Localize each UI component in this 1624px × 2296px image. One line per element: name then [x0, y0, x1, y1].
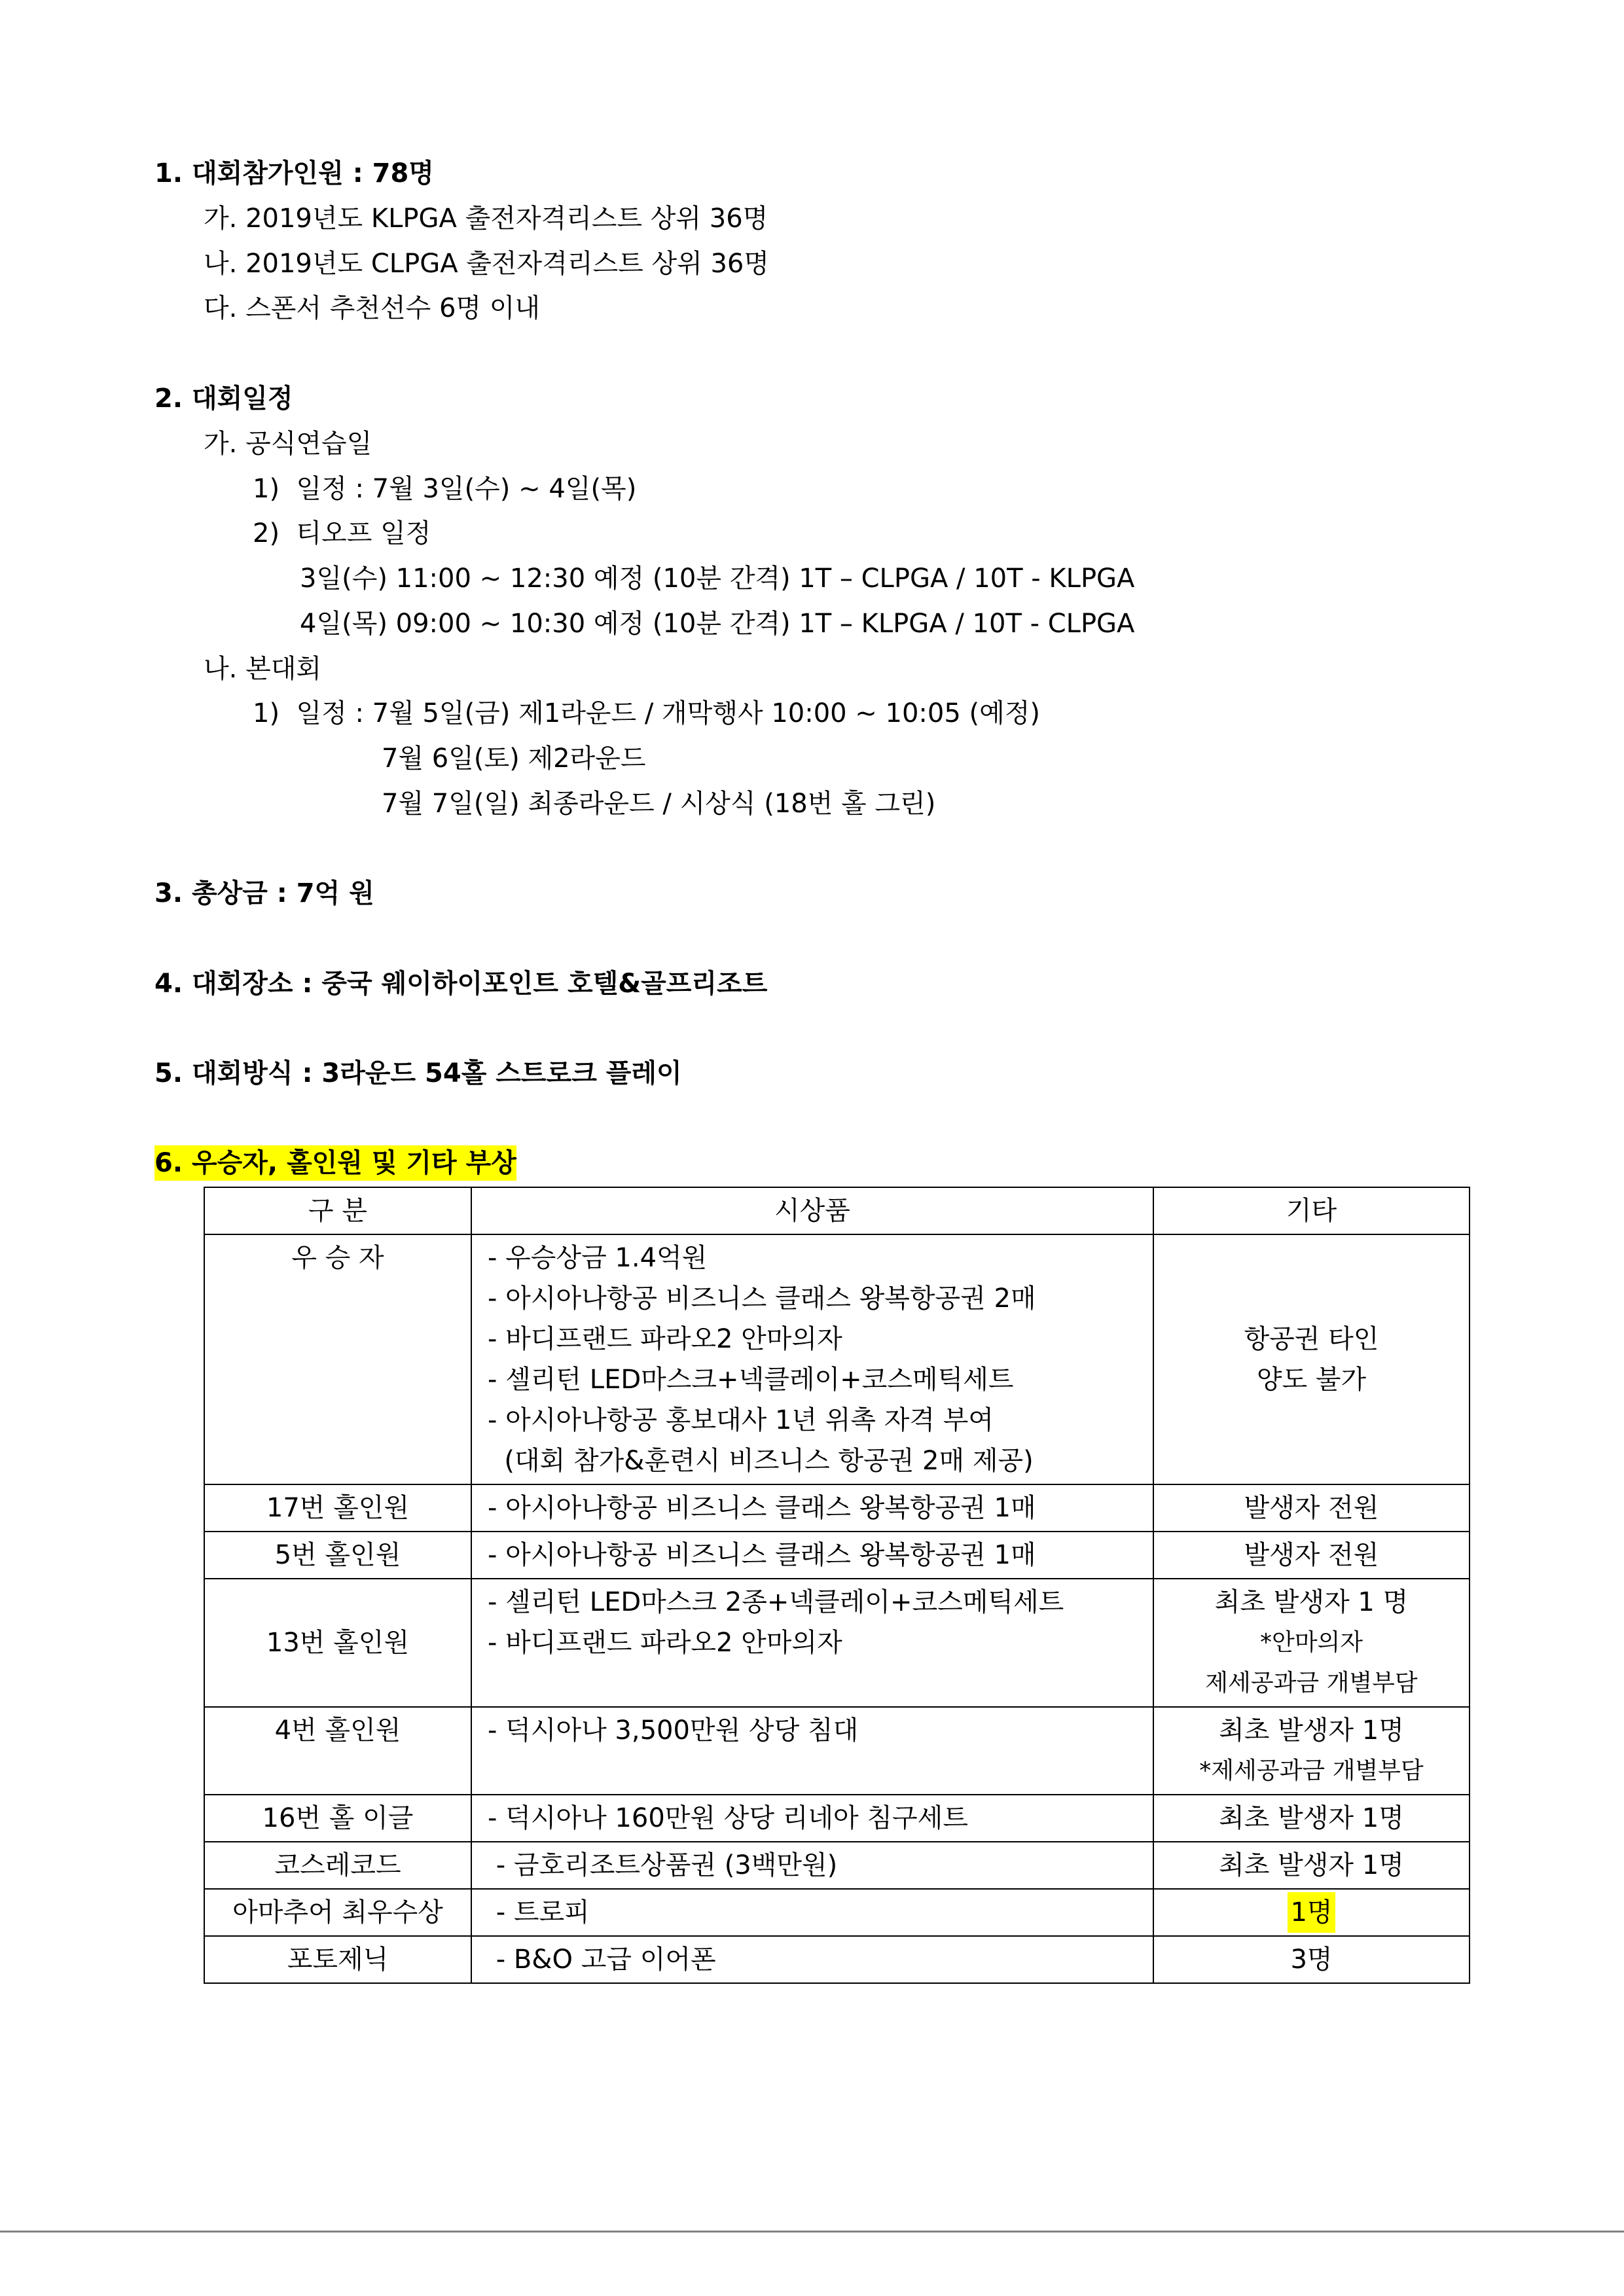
footer-divider [0, 2231, 1624, 2233]
section-1-item-3: 다. 스폰서 추천선수 6명 이내 [204, 293, 541, 323]
table-row [204, 1484, 1470, 1532]
header-category: 구 분 [204, 1187, 471, 1234]
etc-line: 양도 불가 [1256, 1365, 1367, 1395]
section-1-title: 1. 대회참가인원 : 78명 [154, 158, 434, 188]
table-row [204, 1889, 1470, 1936]
row-etc [1153, 1234, 1470, 1484]
row-etc [1153, 1579, 1470, 1707]
schedule-main-round1: 1) 일정 : 7월 5일(금) 제1라운드 / 개막행사 10:00 ~ 10:05 (예정) [253, 698, 1041, 728]
etc-line: 최초 발생자 1 명 [1214, 1587, 1409, 1617]
row-etc: 최초 발생자 1명 [1153, 1842, 1470, 1889]
table-row [204, 1234, 1470, 1484]
prize-line: - 우승상금 1.4억원 [488, 1243, 708, 1273]
section-2-title: 2. 대회일정 [154, 384, 293, 414]
row-prizes [471, 1579, 1153, 1707]
table-row [204, 1842, 1470, 1889]
etc-line: 제세공과금 개별부담 [1205, 1670, 1418, 1696]
row-prizes: - B&O 고급 이어폰 [471, 1936, 1153, 1983]
row-etc [1153, 1707, 1470, 1795]
schedule-teeoff-label: 2) 티오프 일정 [253, 518, 431, 548]
prize-line: - 바디프랜드 파라오2 안마의자 [488, 1628, 842, 1658]
schedule-practice-label: 가. 공식연습일 [204, 429, 372, 459]
etc-line: 최초 발생자 1명 [1219, 1715, 1404, 1746]
header-prizes: 시상품 [471, 1187, 1153, 1234]
table-row [204, 1532, 1470, 1579]
table-row [204, 1936, 1470, 1983]
schedule-main-label: 나. 본대회 [204, 654, 321, 684]
row-category: 코스레코드 [204, 1842, 471, 1889]
row-category: 포토제닉 [204, 1936, 471, 1983]
row-etc: 최초 발생자 1명 [1153, 1795, 1470, 1842]
table-row [204, 1707, 1470, 1795]
row-prizes [471, 1234, 1153, 1484]
row-category: 우 승 자 [204, 1234, 471, 1484]
section-1-item-2: 나. 2019년도 CLPGA 출전자격리스트 상위 36명 [204, 249, 769, 279]
schedule-main-round2: 7월 6일(토) 제2라운드 [382, 744, 646, 774]
row-prizes: - 덕시아나 160만원 상당 리네아 침구세트 [471, 1795, 1153, 1842]
row-prizes: - 금호리조트상품권 (3백만원) [471, 1842, 1153, 1889]
section-1-item-1: 가. 2019년도 KLPGA 출전자격리스트 상위 36명 [204, 204, 768, 234]
prize-line: - 셀리턴 LED마스크+넥클레이+코스메틱세트 [488, 1365, 1014, 1395]
prize-line: (대회 참가&훈련시 비즈니스 항공권 2매 제공) [488, 1446, 1034, 1476]
awards-table [204, 1187, 1470, 1984]
etc-line: *제세공과금 개별부담 [1199, 1757, 1424, 1784]
prize-line: - 아시아나항공 비즈니스 클래스 왕복항공권 2매 [488, 1283, 1036, 1314]
header-etc: 기타 [1153, 1187, 1470, 1234]
row-etc: 3명 [1153, 1936, 1470, 1983]
row-prizes: - 트로피 [471, 1889, 1153, 1936]
row-category: 16번 홀 이글 [204, 1795, 471, 1842]
row-prizes: - 아시아나항공 비즈니스 클래스 왕복항공권 1매 [471, 1532, 1153, 1579]
row-prizes: - 아시아나항공 비즈니스 클래스 왕복항공권 1매 [471, 1484, 1153, 1532]
row-category: 4번 홀인원 [204, 1707, 471, 1795]
etc-highlighted: 1명 [1288, 1892, 1335, 1933]
row-category: 13번 홀인원 [204, 1579, 471, 1707]
row-prizes: - 덕시아나 3,500만원 상당 침대 [471, 1707, 1153, 1795]
section-3-title: 3. 총상금 : 7억 원 [154, 878, 374, 908]
table-header-row [204, 1187, 1470, 1234]
row-etc: 발생자 전원 [1153, 1484, 1470, 1532]
table-row [204, 1579, 1470, 1707]
row-category: 5번 홀인원 [204, 1532, 471, 1579]
table-row [204, 1795, 1470, 1842]
section-6-title: 6. 우승자, 홀인원 및 기타 부상 [154, 1145, 516, 1181]
prize-line: - 바디프랜드 파라오2 안마의자 [488, 1324, 842, 1354]
schedule-teeoff-day2: 4일(목) 09:00 ~ 10:30 예정 (10분 간격) 1T – KLPGA / 10T - CLPGA [300, 609, 1135, 639]
schedule-practice-dates: 1) 일정 : 7월 3일(수) ~ 4일(목) [253, 474, 637, 504]
etc-line: 항공권 타인 [1244, 1324, 1379, 1354]
row-category: 아마추어 최우수상 [204, 1889, 471, 1936]
row-etc [1153, 1889, 1470, 1936]
etc-line: *안마의자 [1259, 1629, 1363, 1656]
section-5-title: 5. 대회방식 : 3라운드 54홀 스트로크 플레이 [154, 1058, 682, 1088]
row-category: 17번 홀인원 [204, 1484, 471, 1532]
section-4-title: 4. 대회장소 : 중국 웨이하이포인트 호텔&골프리조트 [154, 969, 768, 999]
row-etc: 발생자 전원 [1153, 1532, 1470, 1579]
schedule-main-round3: 7월 7일(일) 최종라운드 / 시상식 (18번 홀 그린) [382, 789, 936, 819]
prize-line: - 셀리턴 LED마스크 2종+넥클레이+코스메틱세트 [488, 1587, 1064, 1617]
schedule-teeoff-day1: 3일(수) 11:00 ~ 12:30 예정 (10분 간격) 1T – CLPGA / 10T - KLPGA [300, 564, 1135, 594]
prize-line: - 아시아나항공 홍보대사 1년 위촉 자격 부여 [488, 1405, 994, 1435]
